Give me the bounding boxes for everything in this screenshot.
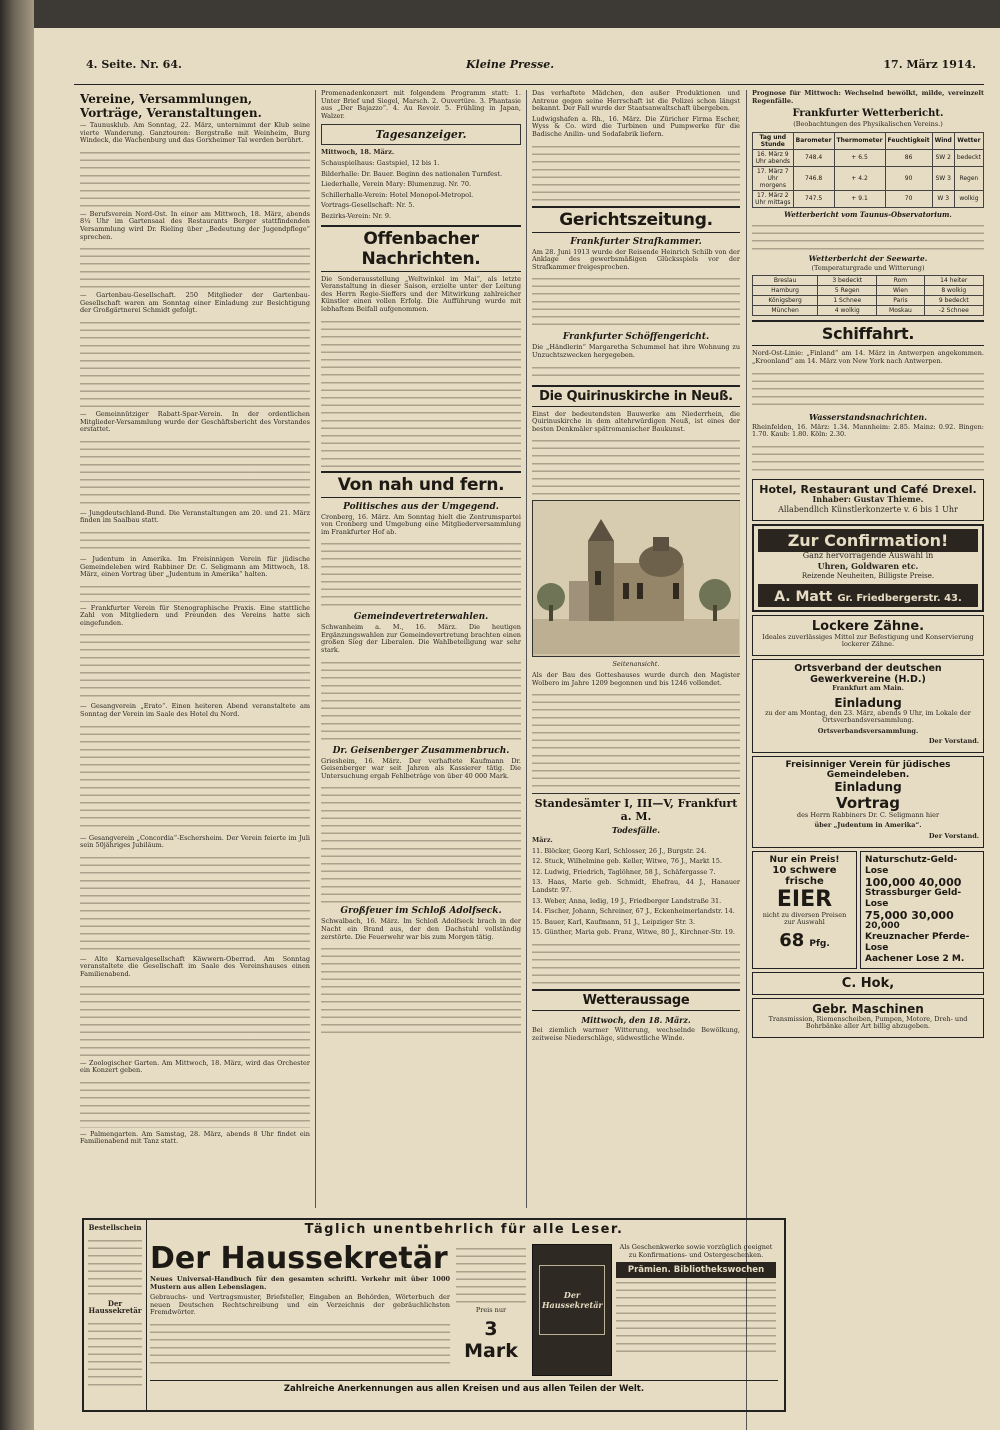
- weather-cell: + 6.5: [834, 149, 885, 166]
- firm-name: A. Matt: [774, 588, 833, 605]
- lotto-line: Strassburger Geld-Lose: [865, 887, 962, 909]
- text-block: [532, 142, 740, 202]
- weather-row: [753, 190, 984, 207]
- vortrag-title: Vortrag: [836, 793, 900, 812]
- confirmation-footer: [758, 584, 978, 607]
- standes-entry: 15. Bauer, Karl, Kaufmann, 51 J., Leipziger Str. 3.: [532, 917, 696, 926]
- text-block: [616, 1278, 776, 1358]
- article-item: — Gesangverein „Concordia“-Eschersheim. Der Verein feierte im Juli sein 50jähriges Jubiläum.: [80, 833, 310, 850]
- column-2: [321, 90, 521, 1208]
- church-drawing: [533, 501, 739, 654]
- book-cover-title: Der Haussekretär: [539, 1265, 605, 1335]
- standesaemter-date: März.: [532, 836, 553, 845]
- text-block: [532, 436, 740, 496]
- text-block: [150, 1320, 450, 1366]
- seewarte-cell: 5 Regen: [818, 286, 877, 296]
- tagesanzeiger-item: Bezirks-Verein: Nr. 9.: [321, 211, 392, 220]
- maschinen-text: Transmission, Riemenscheiben, Pumpen, Motore, Dreh- und Bohrbänke aller Art billig abzugeben.: [768, 1014, 968, 1031]
- tagesanzeiger-item: Bilderhalle: Dr. Bauer. Beginn des nationalen Turnfest.: [321, 169, 503, 178]
- ad-premium-box: [616, 1244, 776, 1361]
- weather-cell: SW 3: [932, 166, 954, 190]
- standes-entry: 15. Günther, Maria geb. Franz, Witwe, 80 J., Kirchner-Str. 19.: [532, 928, 735, 937]
- column-1: [80, 90, 310, 1208]
- seewarte-cell: Paris: [877, 296, 924, 306]
- firm-address: Gr. Friedbergerstr. 43.: [837, 592, 962, 604]
- article-item: — Berufsverein Nord-Ost. In einer am Mittwoch, 18. März, abends 8¼ Uhr im Gartensaal des Restaurants Berger stattfindenden Versammlung wird Dr. Rieling über „Bedeutung der Jugendpflege“ sprechen.: [80, 209, 310, 241]
- text-block: [88, 1236, 142, 1296]
- standes-entry: 12. Ludwig, Friedrich, Taglöhner, 58 J., Schäfergasse 7.: [532, 867, 716, 876]
- haussekretaer-ad: [82, 1218, 786, 1412]
- offenbach-article: Die Sonderausstellung „Weltwinkel im Mai“, als letzte Veranstaltung in dieser Saison, erzielte unter der Leitung des Herrn Regie-Sieffers und der Mitwirkung zahlreicher Künstler einen vollen Erfolg. Die Aufführung wurde mit lebhaftem Beifall aufgenommen.: [321, 274, 521, 313]
- text-block: [532, 940, 740, 985]
- hotel-concerts: Allabendlich Künstlerkonzerte v. 6 bis 1 Uhr: [778, 505, 958, 515]
- confirmation-ad: [752, 524, 984, 612]
- book-binding: [0, 0, 34, 1430]
- tagesanzeiger-item: Schillerhalle-Verein: Hotel Monopol-Metropol.: [321, 190, 474, 199]
- weather-cell: 747.5: [793, 190, 834, 207]
- order-slip-strip: [84, 1220, 147, 1410]
- seewarte-title: Wetterbericht der Seewarte.: [808, 253, 928, 263]
- text-block: [321, 317, 521, 467]
- confirmation-text: Reizende Neuheiten, Billigste Preise.: [801, 572, 935, 581]
- ad-price-box: [456, 1244, 526, 1362]
- wetteraussage-subtitle: Mittwoch, den 18. März.: [581, 1015, 691, 1026]
- issue-date: 17. März 1914.: [883, 58, 976, 71]
- seewarte-subtitle: (Temperaturgrade und Witterung): [811, 263, 925, 272]
- standes-entry: 11. Blöcker, Georg Karl, Schlosser, 26 J., Burgstr. 24.: [532, 846, 707, 855]
- premium-text: Als Geschenkwerke sowie vorzüglich geeignet zu Konfirmations- und Ostergeschenken.: [619, 1243, 773, 1259]
- seewarte-cell: 4 wolkig: [818, 306, 877, 316]
- strafkammer-title: Frankfurter Strafkammer.: [570, 236, 702, 247]
- confirmation-text: Uhren, Goldwaren etc.: [817, 560, 919, 571]
- weather-cell: bedeckt: [954, 149, 983, 166]
- standes-entry: 12. Stuck, Wilhelmine geb. Keller, Witwe, 76 J., Markt 15.: [532, 857, 722, 866]
- article-item: — Taunusklub. Am Sonntag, 22. März, unternimmt der Klub seine vierte Wanderung. Ganztouren: Bergstraße mit Weinheim, Burg Windeck, die Wachenburg und das Gorxheimer Tal werden berührt.: [80, 121, 310, 145]
- lotto-line: 20,000: [865, 920, 900, 931]
- column-rule: [526, 90, 527, 1208]
- brand-article: Schwalbach, 16. März. Im Schloß Adolfseck brach in der Nacht ein Brand aus, der den Dachstuhl vollständig zerstörte. Die Feuerwehr war bis zum Morgen tätig.: [321, 917, 521, 941]
- article-item: — Alte Karnevalgesellschaft Käwwern-Oberrad. Am Sonntag veranstaltete die Gesellschaft im Saale des Vereinshauses einen Familienabend.: [80, 954, 310, 979]
- weather-cell: 86: [885, 149, 932, 166]
- weather-cell: + 9.1: [834, 190, 885, 207]
- weather-cell: 746.8: [793, 166, 834, 190]
- tagesanzeiger-item: Vortrags-Gesellschaft: Nr. 5.: [321, 201, 415, 210]
- standes-entry: 14. Fischer, Johann, Schreiner, 67 J., Eckenheimerlandstr. 14.: [532, 907, 735, 916]
- hok-ad: [752, 972, 984, 995]
- tagesanzeiger-item: Schauspielhaus: Gastspiel, 12 bis 1.: [321, 158, 440, 167]
- weather-cell: SW 2: [932, 149, 954, 166]
- seewarte-cell: 8 wolkig: [924, 286, 983, 296]
- text-block: [80, 318, 310, 408]
- gerichtszeitung-title: Gerichtszeitung.: [532, 206, 740, 233]
- seewarte-cell: Wien: [877, 286, 924, 296]
- todesfaelle-title: Todesfälle.: [611, 825, 661, 836]
- order-slip-label: Bestellschein: [88, 1223, 142, 1232]
- premium-title: Prämien. Bibliothekswochen: [616, 1262, 776, 1278]
- einladung-title: Einladung: [834, 695, 902, 710]
- gemeinde-article: Schwanheim a. M., 16. März. Die heutigen Ergänzungswahlen zur Gemeindevertretung brachten einen großen Sieg der Liberalen. Die Wahlbeteiligung war sehr stark.: [321, 623, 521, 655]
- book-image: [532, 1244, 612, 1376]
- seewarte-cell: Rom: [877, 276, 924, 286]
- prognose: Prognose für Mittwoch: Wechselnd bewölkt, milde, vereinzelt Regenfälle.: [752, 90, 984, 105]
- text-block: [80, 528, 310, 553]
- column-3: [532, 90, 740, 1208]
- seewarte-cell: Moskau: [877, 306, 924, 316]
- quirinuskirche-article-2: Als der Bau des Gotteshauses wurde durch den Magister Wolbero im Jahre 1209 begonnen und bis 1246 vollendet.: [532, 670, 740, 687]
- weather-cell: Regen: [954, 166, 983, 190]
- wetteraussage-title: Wetteraussage: [532, 989, 740, 1011]
- weather-col-header: Tag und Stunde: [753, 132, 794, 149]
- text-block: [321, 658, 521, 743]
- article-item: — Zoologischer Garten. Am Mittwoch, 18. März, wird das Orchester ein Konzert geben.: [80, 1058, 310, 1075]
- eier-line3: nicht zu diversen Preisen zur Auswahl: [762, 910, 847, 927]
- article-item: — Palmengarten. Am Samstag, 28. März, abends 8 Uhr findet ein Familienabend mit Tanz statt.: [80, 1129, 310, 1146]
- lotto-line: Aachener Lose 2 M.: [865, 953, 965, 964]
- article-top: Das verhaftete Mädchen, den außer Produktionen und Antreue gegen seine Herrschaft ist die Polizei schon längst bekannt. Der Fall wurde der Staatsanwaltschaft übergeben.: [532, 90, 740, 113]
- text-block: [532, 274, 740, 329]
- ad-subtitle: Neues Universal-Handbuch für den gesamten schriftl. Verkehr mit über 1000 Mustern aus allen Lebenslagen.: [150, 1275, 450, 1291]
- eier-line1: Nur ein Preis!: [769, 854, 840, 865]
- ad-title: Der Haussekretär: [150, 1241, 448, 1276]
- wetteraussage-text: Bei ziemlich warmer Witterung, wechselnde Bewölkung, zeitweise Niederschläge, südwestliche Winde.: [532, 1026, 740, 1042]
- vortrag-speaker: des Herrn Rabbiners Dr. C. Seligmann hier: [796, 810, 940, 819]
- wetterbericht-title: Frankfurter Wetterbericht.: [792, 108, 944, 120]
- text-block: [532, 363, 740, 381]
- price-label: Preis nur: [475, 1306, 507, 1314]
- weather-row: [753, 166, 984, 190]
- seewarte-cell: Königsberg: [753, 296, 818, 306]
- ad-footer: Zahlreiche Anerkennungen aus allen Kreisen und aus allen Teilen der Welt.: [150, 1380, 778, 1394]
- hok-name: C. Hok,: [841, 975, 895, 991]
- taunus-title: Wetterbericht vom Taunus-Observatorium.: [784, 209, 952, 219]
- schoeffengericht-title: Frankfurter Schöffengericht.: [562, 332, 710, 343]
- schiffahrt-text: Nord-Ost-Linie: „Finland“ am 14. März in Antwerpen angekommen. „Kroonland“ am 14. März von New York nach Antwerpen.: [752, 349, 984, 365]
- section-title-vereine: Vereine, Versammlungen, Vorträge, Veranstaltungen.: [80, 92, 262, 120]
- seewarte-cell: -2 Schnee: [924, 306, 983, 316]
- confirmation-title: Zur Confirmation!: [758, 529, 978, 552]
- church-illustration: [532, 500, 740, 657]
- tagesanzeiger-title: Tagesanzeiger.: [321, 124, 521, 145]
- zusammenbruch-title: Dr. Geisenberger Zusammenbruch.: [332, 745, 510, 756]
- column-4: [752, 90, 984, 1430]
- article-item: — Judentum in Amerika. Im Freisinnigen Verein für jüdische Gemeindeleben wird Rabbiner Dr. C. Seligmann am Mittwoch, 18. März, einen Vortrag über „Judentum in Amerika“ halten.: [80, 554, 310, 579]
- seewarte-row: [753, 296, 984, 306]
- eier-line2: 10 schwere frische: [772, 864, 837, 887]
- ad-banner: Täglich unentbehrlich für alle Leser.: [304, 1222, 624, 1237]
- eier-big: EIER: [776, 886, 833, 912]
- newspaper-page: [34, 28, 1000, 1430]
- vortrag-signature: Der Vorstand.: [928, 832, 979, 841]
- header-rule: [74, 84, 984, 85]
- weather-table: [752, 132, 984, 208]
- order-slip-title: Der Haussekretär: [88, 1298, 142, 1316]
- text-block: [80, 630, 310, 700]
- brand-title: Großfeuer im Schloß Adolfseck.: [340, 906, 502, 917]
- seewarte-cell: 3 bedeckt: [818, 276, 877, 286]
- eier-unit: Pfg.: [809, 938, 830, 949]
- ad-body: Gebrauchs- und Vertragsmuster, Briefsteller, Eingaben an Behörden, Wörterbuch der neuen Deutschen Rechtschreibung und ein Verzeichnis der gebräuchlichsten Fremdwörter.: [150, 1293, 450, 1317]
- standes-entry: 13. Weber, Anna, ledig, 19 J., Friedberger Landstraße 31.: [532, 896, 722, 905]
- page-number: 4. Seite. Nr. 64.: [86, 58, 182, 71]
- newspaper-title: Kleine Presse.: [466, 58, 555, 71]
- weather-col-header: Barometer: [793, 132, 834, 149]
- nah-fern-title: Von nah und fern.: [321, 471, 521, 498]
- schoeffengericht-article: Die „Händlerin“ Margaretha Schummel hat ihre Wohnung zu Unzuchtszwecken hergegeben.: [532, 343, 740, 359]
- article-item: — Frankfurter Verein für Stenographische Praxis. Eine stattliche Zahl von Mitgliedern und Freunden des Vereins hatte sich eingefunden.: [80, 603, 310, 627]
- strafkammer-article: Am 28. Juni 1913 wurde der Reisende Heinrich Schilb von der Anklage des gewerbsmäßigen Glücksspiels vor der Strafkammer freigesprochen.: [532, 247, 740, 271]
- zaehne-ad: [752, 615, 984, 656]
- seewarte-cell: 14 heiter: [924, 276, 983, 286]
- weather-col-header: Thermometer: [834, 132, 885, 149]
- weather-cell: 90: [885, 166, 932, 190]
- text-block: [752, 369, 984, 409]
- seewarte-row: [753, 306, 984, 316]
- weather-cell: 16. März 9 Uhr abends: [753, 149, 794, 166]
- zaehne-title: Lockere Zähne.: [811, 618, 925, 634]
- weather-cell: W 3: [932, 190, 954, 207]
- lotto-ad: [860, 851, 984, 969]
- zaehne-text: Ideales zuverlässiges Mittel zur Befestigung und Konservierung lockerer Zähne.: [762, 632, 974, 649]
- seewarte-cell: 1 Schnee: [818, 296, 877, 306]
- article-item: — Gesangverein „Erato“. Einen heiteren Abend veranstaltete am Sonntag der Verein im Saale des Hotel du Nord.: [80, 702, 310, 719]
- weather-row: [753, 149, 984, 166]
- ludwigshafen-article: Ludwigshafen a. Rh., 16. März. Die Züricher Firma Escher, Wyss & Co. wird die Turbinen und Pumpwerke für die Badische Anilin- und Sodafabrik liefern.: [532, 114, 740, 138]
- text-block: [321, 539, 521, 609]
- lotto-line: Kreuznacher Pferde-Lose: [865, 931, 970, 953]
- bottom-ads-row: [752, 851, 984, 969]
- seewarte-row: [753, 276, 984, 286]
- wasserstand-title: Wasserstandsnachrichten.: [808, 411, 928, 422]
- quirinuskirche-title: Die Quirinuskirche in Neuß.: [532, 385, 740, 407]
- text-block: [321, 783, 521, 903]
- weather-table-header: [753, 132, 984, 149]
- seewarte-table: [752, 275, 984, 316]
- vortrag-topic: über „Judentum in Amerika“.: [814, 821, 922, 830]
- article-item: — Jungdeutschland-Bund. Die Veranstaltungen am 20. und 21. März finden im Saalbau statt.: [80, 508, 310, 525]
- text-block: [80, 582, 310, 602]
- text-block: [752, 221, 984, 251]
- lotto-line: 75,000 30,000: [865, 908, 954, 922]
- article-item: — Gemeinnütziger Rabatt-Spar-Verein. In der ordentlichen Mitglieder-Versammlung wurde der Geschäftsbericht des Vorstandes erstattet.: [80, 409, 310, 434]
- wasserstand-text: Rheinfelden, 16. März: 1.34. Mannheim: 2.85. Mainz: 0.92. Bingen: 1.70. Kaub: 1.80. Köln: 2.30.: [752, 422, 984, 439]
- text-block: [80, 1078, 310, 1128]
- weather-col-header: Wind: [932, 132, 954, 149]
- ortsversammlung-label: Ortsverbandsversammlung.: [817, 726, 919, 735]
- ortsverband-title: Ortsverband der deutschen Gewerkvereine (H.D.): [794, 662, 942, 685]
- text-block: [80, 722, 310, 832]
- eier-ad: [752, 851, 857, 969]
- weather-cell: 17. März 2 Uhr mittags: [753, 190, 794, 207]
- seewarte-cell: Hamburg: [753, 286, 818, 296]
- column-rule: [315, 90, 316, 1208]
- seewarte-cell: Breslau: [753, 276, 818, 286]
- verein-ad: [752, 756, 984, 848]
- text-block: [88, 1319, 142, 1389]
- verein-title: Freisinniger Verein für jüdisches Gemeindeleben.: [785, 759, 951, 780]
- ortsverband-subtitle: Frankfurt am Main.: [832, 683, 904, 692]
- text-block: [80, 982, 310, 1057]
- verein-einladung: Einladung: [834, 779, 902, 794]
- text-block: [456, 1244, 526, 1304]
- offenbach-title: Offenbacher Nachrichten.: [321, 225, 521, 272]
- price-value: 3 Mark: [464, 1317, 518, 1362]
- schiffahrt-title: Schiffahrt.: [752, 320, 984, 346]
- text-block: [752, 442, 984, 476]
- article-item: — Gartenbau-Gesellschaft. 250 Mitglieder der Gartenbau-Gesellschaft waren am Sonntag einer Einladung zur Besichtigung der Großgärtnerei Schmidt gefolgt.: [80, 291, 310, 315]
- confirmation-text: Ganz hervorragende Auswahl in: [802, 550, 934, 560]
- ortsverband-ad: [752, 659, 984, 753]
- tagesanzeiger-date: Mittwoch, 18. März.: [321, 148, 395, 157]
- nah-fern-subtitle: Politisches aus der Umgegend.: [343, 501, 499, 512]
- maschinen-ad: [752, 998, 984, 1038]
- text-block: [80, 853, 310, 953]
- hotel-name: Hotel, Restaurant und Café Drexel.: [759, 482, 977, 496]
- weather-cell: 70: [885, 190, 932, 207]
- lotto-line: 100,000 40,000: [865, 875, 962, 889]
- hotel-drexel-ad: [752, 479, 984, 521]
- vorstand-signature: Der Vorstand.: [928, 737, 979, 746]
- ad-main: [150, 1242, 450, 1369]
- eier-price: 68: [779, 929, 805, 951]
- nah-fern-article: Cronberg, 16. März. Am Sonntag hielt die Zentrumspartei von Cronberg und Umgebung eine Mitgliederversammlung im Frankfurter Hof ab.: [321, 512, 521, 536]
- text-block: [321, 944, 521, 1034]
- text-block: [80, 437, 310, 507]
- weather-col-header: Wetter: [954, 132, 983, 149]
- quirinuskirche-article: Einst der bedeutendsten Bauwerke am Niederrhein, die Quirinuskirche in dem altehrwürdigen Neuß, ist eines der besten Denkmäler spätromanischer Baukunst.: [532, 409, 740, 433]
- gemeinde-title: Gemeindevertreterwahlen.: [353, 612, 489, 623]
- weather-cell: 748.4: [793, 149, 834, 166]
- zusammenbruch-article: Griesheim, 16. März. Der verhaftete Kaufmann Dr. Geisenberger war seit Jahren als Kassierer tätig. Die Untersuchung ergab Fehlbeträge von über 40 000 Mark.: [321, 756, 521, 780]
- seewarte-row: [753, 286, 984, 296]
- maschinen-title: Gebr. Maschinen: [812, 1001, 924, 1016]
- weather-cell: 17. März 7 Uhr morgens: [753, 166, 794, 190]
- einladung-text: zu der am Montag, den 23. März, abends 9 Uhr, im Lokale der Ortsverbandsversammlung.: [765, 708, 971, 725]
- illustration-caption: Seitenansicht.: [612, 660, 660, 669]
- wetterbericht-subtitle: (Beobachtungen des Physikalischen Vereins.): [793, 120, 943, 129]
- text-block: [532, 690, 740, 790]
- text-block: [80, 148, 310, 208]
- standesaemter-title: Standesämter I, III—V, Frankfurt a. M.: [532, 793, 740, 823]
- seewarte-cell: 9 bedeckt: [924, 296, 983, 306]
- tagesanzeiger-item: Liederhalle, Verein Mary: Blumenzug. Nr. 70.: [321, 180, 472, 189]
- weather-cell: + 4.2: [834, 166, 885, 190]
- concert-program: Promenadenkonzert mit folgendem Programm statt: 1. Unter Brief und Siegel, Marsch. 2. Ouvertüre. 3. Phantasie aus „Der Bajazzo“. 4. Au Revoir. 5. Frühling in Japan, Walzer.: [321, 90, 521, 120]
- standes-entry: 13. Haas, Marie geb. Schmidt, Ehefrau, 44 J., Hanauer Landstr. 97.: [532, 878, 740, 895]
- lotto-line: Naturschutz-Geld-Lose: [865, 854, 958, 876]
- seewarte-cell: München: [753, 306, 818, 316]
- weather-col-header: Feuchtigkeit: [885, 132, 932, 149]
- weather-cell: wolkig: [954, 190, 983, 207]
- text-block: [80, 244, 310, 289]
- hotel-owner: Inhaber: Gustav Thieme.: [812, 493, 924, 504]
